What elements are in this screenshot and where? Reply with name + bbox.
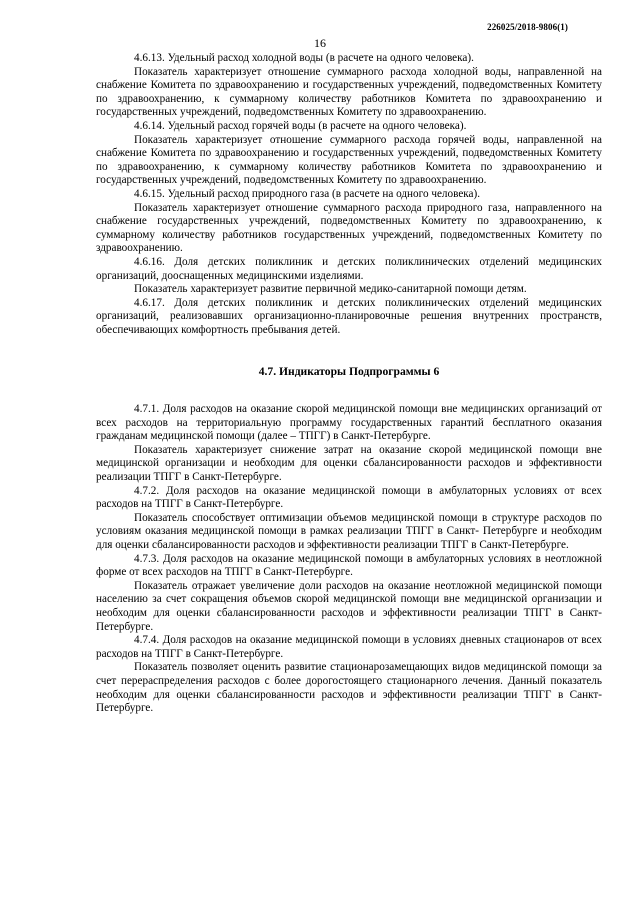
page-number: 16 bbox=[314, 36, 326, 50]
paragraph-4-7-2-desc: Показатель способствует оптимизации объемов медицинской помощи в структуре расходов по условиям оказания медицинской помощи в рамках реализации ТПГГ в Санкт- Петербурге и необходим для оценки сбалансированности расходов и эффективности реализации ТПГГ в Санкт-Петербурге. bbox=[96, 511, 602, 551]
paragraph-4-6-13: 4.6.13. Удельный расход холодной воды (в расчете на одного человека). bbox=[134, 52, 474, 64]
paragraph-4-7-3-desc: Показатель отражает увеличение доли расходов на оказание неотложной медицинской помощи населению за счет сокращения объемов скорой медицинской помощи вне медицинской организации и необходим для оценки сбалансированности расходов и эффективности реализации ТПГГ в Санкт-Петербурге. bbox=[96, 579, 602, 633]
paragraph-4-7-3: 4.7.3. Доля расходов на оказание медицинской помощи в амбулаторных условиях в неотложной форме от всех расходов на ТПГГ в Санкт-Петербурге. bbox=[96, 552, 602, 579]
paragraph-4-7-4: 4.7.4. Доля расходов на оказание медицинской помощи в условиях дневных стационаров от всех расходов на ТПГГ в Санкт-Петербурге. bbox=[96, 634, 602, 660]
document-id: 226025/2018-9806(1) bbox=[487, 22, 568, 32]
paragraph-4-7-4-desc: Показатель позволяет оценить развитие стационарозамещающих видов медицинской помощи за счет перераспределения расходов с более дорогостоящего стационарного лечения. Данный показатель необходим для оценки сбалансированности расходов и эффективности реализации ТПГГ в Санкт-Петербурге. bbox=[96, 661, 602, 715]
paragraph-4-6-14: 4.6.14. Удельный расход горячей воды (в расчете на одного человека). bbox=[134, 119, 467, 132]
paragraph-4-6-16-desc: Показатель характеризует развитие первичной медико-санитарной помощи детям. bbox=[134, 283, 527, 296]
paragraph-4-7-2: 4.7.2. Доля расходов на оказание медицинской помощи в амбулаторных условиях от всех расходов на ТПГГ в Санкт-Петербурге. bbox=[96, 484, 602, 511]
paragraph-4-6-15-desc: Показатель характеризует отношение суммарного расхода природного газа, направленного на снабжение государственных учреждений, подведомственных Комитету по здравоохранению, к суммарному количеству работников государственных учреждений, подведомственных Комитету по здравоохранению. bbox=[96, 201, 602, 255]
paragraph-4-6-17: 4.6.17. Доля детских поликлиник и детских поликлинических отделений медицинских организаций, реализовавших организационно-планировочные решения внутренних пространств, обеспечивающих комфортность пребывания детей. bbox=[96, 296, 602, 336]
paragraph-4-6-15: 4.6.15. Удельный расход природного газа (в расчете на одного человека). bbox=[134, 187, 481, 200]
section-heading: 4.7. Индикаторы Подпрограммы 6 bbox=[258, 365, 440, 379]
paragraph-4-6-14-desc: Показатель характеризует отношение суммарного расхода горячей воды, направленной на снабжение Комитета по здравоохранению и государственных учреждений, подведомственных Комитету по здравоохранению, к суммарному количеству работников Комитета по здравоохранению и государственных учреждений, подведомственных Комитету по здравоохранению. bbox=[96, 133, 602, 187]
document-body bbox=[96, 52, 602, 716]
paragraph-4-7-1: 4.7.1. Доля расходов на оказание скорой медицинской помощи вне медицинских организаций от всех расходов на территориальную программу государственных гарантий бесплатного оказания гражданам медицинской помощи (далее – ТПГГ) в Санкт-Петербурге. bbox=[96, 403, 602, 443]
paragraph-4-6-13-desc: Показатель характеризует отношение суммарного расхода холодной воды, направленной на снабжение Комитета по здравоохранению и государственных учреждений, подведомственных Комитету по здравоохранению, к суммарному количеству работников Комитета по здравоохранению и государственных учреждений, подведомственных Комитету по здравоохранению. bbox=[96, 65, 602, 119]
paragraph-4-7-1-desc: Показатель характеризует снижение затрат на оказание скорой медицинской помощи вне медицинской организации и необходим для оценки сбалансированности расходов и эффективности реализации ТПГГ в Санкт-Петербурге. bbox=[96, 443, 602, 484]
paragraph-4-6-16: 4.6.16. Доля детских поликлиник и детских поликлинических отделений медицинских организаций, дооснащенных медицинскими изделиями. bbox=[96, 255, 602, 282]
